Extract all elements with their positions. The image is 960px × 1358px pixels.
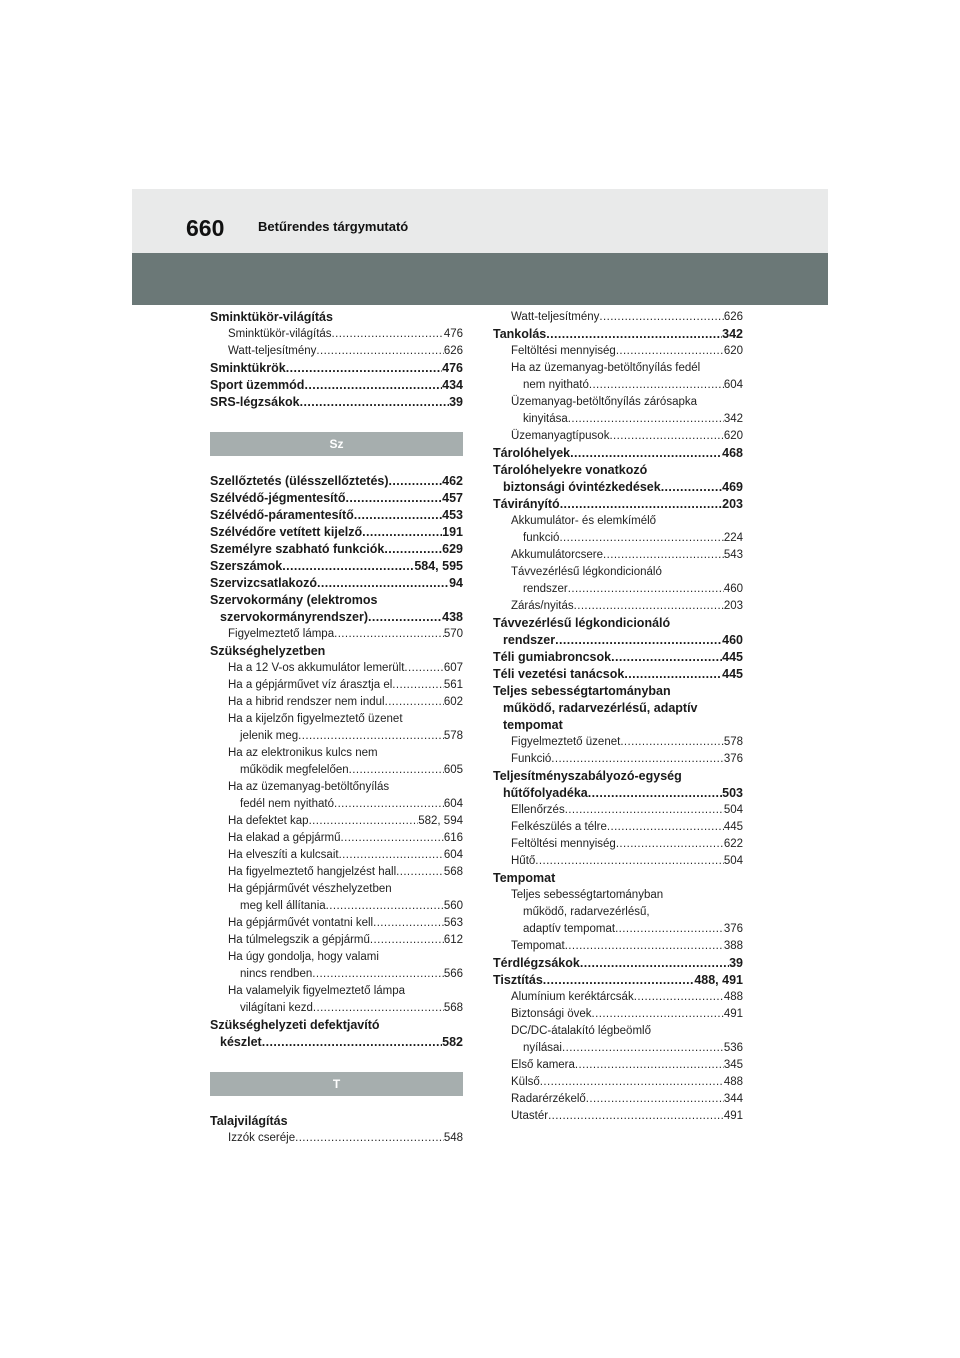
- index-entry-heading: Talajvilágítás: [210, 1114, 288, 1128]
- index-subentry: Akkumulátorcsere ..... 543: [493, 547, 743, 564]
- index-subentry: Ha elakad a gépjármű ..... 616: [210, 830, 463, 847]
- index-subentry-heading: Ha az üzemanyag-betöltőnyílás fedél: [511, 362, 701, 374]
- index-subentry: Watt-teljesítmény ..... 626: [493, 309, 743, 326]
- index-subentry-heading: működő, radarvezérlésű,: [523, 906, 650, 918]
- index-subentry: meg kell állítania ..... 560: [210, 898, 463, 915]
- index-subentry: Ha a hibrid rendszer nem indul ..... 602: [210, 694, 463, 711]
- index-entry: Sminktükrök ..... 476: [210, 360, 463, 377]
- index-entry: Szervizcsatlakozó ..... 94: [210, 575, 463, 592]
- index-entry-heading: Szükséghelyzetben: [210, 644, 326, 658]
- index-entry-heading: Teljes sebességtartományban: [493, 684, 671, 698]
- index-subentry: Ha gépjárművét vontatni kell ..... 563: [210, 915, 463, 932]
- index-subentry: Sminktükör-világítás ..... 476: [210, 326, 463, 343]
- index-subentry: Figyelmeztető üzenet ..... 578: [493, 734, 743, 751]
- index-subentry: Ha defektet kap ..... 582, 594: [210, 813, 463, 830]
- index-subentry-heading: Ha az elektronikus kulcs nem: [228, 747, 378, 759]
- index-entry-heading: tempomat: [503, 718, 563, 732]
- index-entry-heading: Szükséghelyzeti defektjavító: [210, 1018, 380, 1032]
- index-subentry: Felkészülés a télre ..... 445: [493, 819, 743, 836]
- index-subentry-heading: Távvezérlésű légkondicionáló: [511, 566, 662, 578]
- index-subentry: Zárás/nyitás ..... 203: [493, 598, 743, 615]
- index-column-right: [493, 309, 743, 1125]
- index-subentry-heading: Ha az üzemanyag-betöltőnyílás: [228, 781, 390, 793]
- index-entry: Szellőztetés (ülésszellőztetés) ..... 462: [210, 473, 463, 490]
- index-entry: rendszer ..... 460: [493, 632, 743, 649]
- index-subentry: Watt-teljesítmény ..... 626: [210, 343, 463, 360]
- index-subentry: Ha figyelmeztető hangjelzést hall ..... 568: [210, 864, 463, 881]
- index-subentry: nyílásai ..... 536: [493, 1040, 743, 1057]
- index-subentry: Ha a 12 V-os akkumulátor lemerült ..... 607: [210, 660, 463, 677]
- index-entry: Távirányító ..... 203: [493, 496, 743, 513]
- index-subentry: Tempomat ..... 388: [493, 938, 743, 955]
- section-header-t: T: [210, 1072, 463, 1096]
- index-entry-heading: Távvezérlésű légkondicionáló: [493, 616, 671, 630]
- index-subentry: Alumínium keréktárcsák ..... 488: [493, 989, 743, 1006]
- index-subentry-heading: Ha gépjárművét vészhelyzetben: [228, 883, 392, 895]
- index-subentry-heading: Teljes sebességtartományban: [511, 889, 664, 901]
- index-entry: Térdlégzsákok ..... 39: [493, 955, 743, 972]
- index-subentry: rendszer ..... 460: [493, 581, 743, 598]
- index-subentry: Figyelmeztető lámpa ..... 570: [210, 626, 463, 643]
- index-subentry: Utastér ..... 491: [493, 1108, 743, 1125]
- index-subentry: adaptív tempomat ..... 376: [493, 921, 743, 938]
- index-entry: szervokormányrendszer) ..... 438: [210, 609, 463, 626]
- index-entry: Személyre szabható funkciók ..... 629: [210, 541, 463, 558]
- index-subentry-heading: Üzemanyag-betöltőnyílás zárósapka: [511, 396, 698, 408]
- index-entry: Tankolás ..... 342: [493, 326, 743, 343]
- index-entry-heading: Szervokormány (elektromos: [210, 593, 378, 607]
- index-entry: Téli gumiabroncsok ..... 445: [493, 649, 743, 666]
- index-entry-heading: Tárolóhelyekre vonatkozó: [493, 463, 648, 477]
- index-subentry: Feltöltési mennyiség ..... 620: [493, 343, 743, 360]
- index-subentry: funkció ..... 224: [493, 530, 743, 547]
- index-entry: SRS-légzsákok ..... 39: [210, 394, 463, 411]
- index-subentry-heading: Akkumulátor- és elemkímélő: [511, 515, 657, 527]
- index-entry: Szerszámok ..... 584, 595: [210, 558, 463, 575]
- index-subentry: Ha a gépjárművet víz árasztja el ..... 561: [210, 677, 463, 694]
- index-entry-heading: működő, radarvezérlésű, adaptív: [503, 701, 698, 715]
- index-subentry: Izzók cseréje ..... 548: [210, 1130, 463, 1147]
- index-subentry-heading: Ha valamelyik figyelmeztető lámpa: [228, 985, 406, 997]
- page-title: Betűrendes tárgymutató: [258, 219, 409, 234]
- index-entry: Tárolóhelyek ..... 468: [493, 445, 743, 462]
- index-subentry: Funkció ..... 376: [493, 751, 743, 768]
- index-entry-heading: Sminktükör-világítás: [210, 310, 333, 324]
- section-header-sz: Sz: [210, 432, 463, 456]
- index-subentry: Ha túlmelegszik a gépjármű ..... 612: [210, 932, 463, 949]
- index-subentry: Első kamera ..... 345: [493, 1057, 743, 1074]
- index-column-left: [210, 309, 463, 1147]
- index-subentry: Hűtő ..... 504: [493, 853, 743, 870]
- header-bar: [132, 253, 828, 305]
- index-entry: Szélvédő-páramentesítő ..... 453: [210, 507, 463, 524]
- index-entry: Szélvédőre vetített kijelző ..... 191: [210, 524, 463, 541]
- index-entry: készlet ..... 582: [210, 1034, 463, 1051]
- index-subentry: nem nyitható ..... 604: [493, 377, 743, 394]
- index-subentry: kinyitása ..... 342: [493, 411, 743, 428]
- index-entry: Szélvédő-jégmentesítő ..... 457: [210, 490, 463, 507]
- index-subentry: fedél nem nyitható ..... 604: [210, 796, 463, 813]
- index-entry: Sport üzemmód ..... 434: [210, 377, 463, 394]
- index-subentry: Üzemanyagtípusok ..... 620: [493, 428, 743, 445]
- index-subentry: nincs rendben ..... 566: [210, 966, 463, 983]
- page-number: 660: [186, 215, 225, 241]
- index-entry: Téli vezetési tanácsok ..... 445: [493, 666, 743, 683]
- index-subentry: Radarérzékelő ..... 344: [493, 1091, 743, 1108]
- index-entry-heading: Tempomat: [493, 871, 556, 885]
- index-entry-heading: Teljesítményszabályozó-egység: [493, 769, 682, 783]
- index-entry: biztonsági óvintézkedések ..... 469: [493, 479, 743, 496]
- index-subentry: Külső ..... 488: [493, 1074, 743, 1091]
- index-subentry: Ha elveszíti a kulcsait ..... 604: [210, 847, 463, 864]
- index-entry: hűtőfolyadéka ..... 503: [493, 785, 743, 802]
- header-band: [132, 189, 828, 253]
- index-subentry: Biztonsági övek ..... 491: [493, 1006, 743, 1023]
- index-subentry-heading: Ha úgy gondolja, hogy valami: [228, 951, 379, 963]
- index-subentry: világítani kezd ..... 568: [210, 1000, 463, 1017]
- index-subentry-heading: Ha a kijelzőn figyelmeztető üzenet: [228, 713, 403, 725]
- index-subentry: jelenik meg ..... 578: [210, 728, 463, 745]
- index-subentry: Ellenőrzés ..... 504: [493, 802, 743, 819]
- index-subentry: működik megfelelően ..... 605: [210, 762, 463, 779]
- index-entry: Tisztítás ..... 488, 491: [493, 972, 743, 989]
- index-subentry: Feltöltési mennyiség ..... 622: [493, 836, 743, 853]
- index-subentry-heading: DC/DC-átalakító légbeömlő: [511, 1025, 651, 1037]
